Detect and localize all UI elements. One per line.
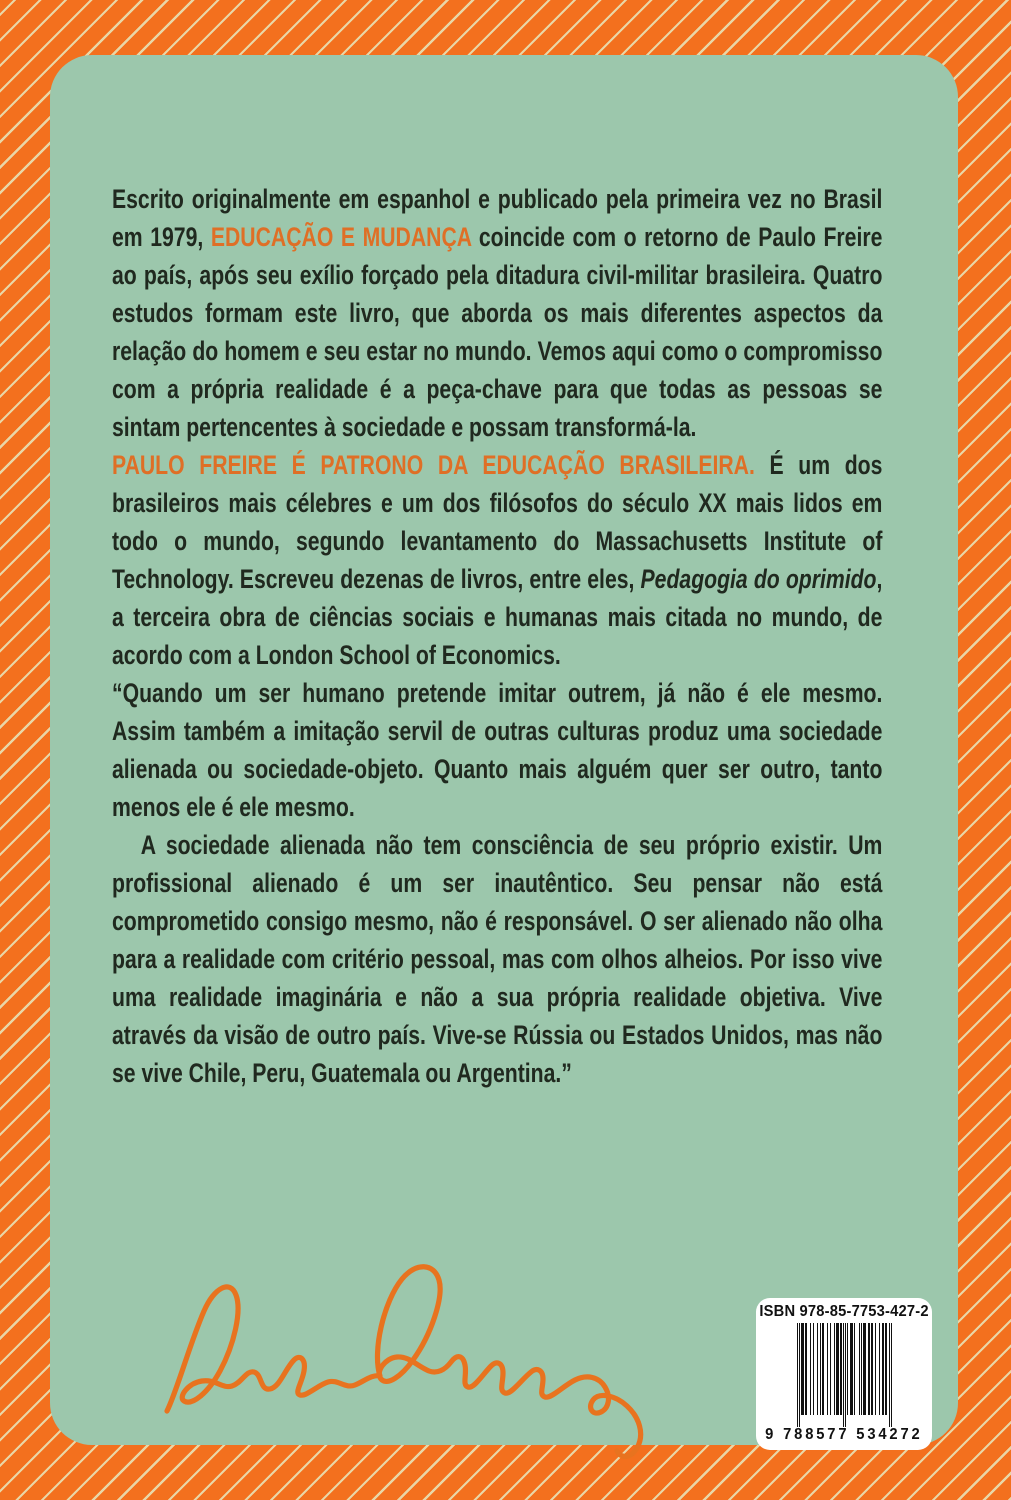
quote-paragraph-2: A sociedade alienada não tem consciência de seu próprio existir. Um profissional alienado é um ser inautêntico. Seu pensar não está comprometido consigo mesmo, não é responsável. O ser alienado não olha para a realidade com critério pessoal, mas com olhos alheios. Por isso vive uma realidade imaginária e não a sua própria realidade objetiva. Vive através da visão de outro país. Vive-se Rússia ou Estados Unidos, mas não se vive Chile, Peru, Guatemala ou Argentina.” [112,830,883,1088]
book-title-inline: EDUCAÇÃO E MUDANÇA [210,222,472,252]
blurb-1-lead: Escrito originalmente em espanhol e publicado pela primeira vez no Brasil em 1979, [112,184,883,252]
blurb-1-rest: coincide com o retorno de Paulo Freire ao país, após seu exílio forçado pela ditadura civil-militar brasileira. Quatro estudos formam este livro, que aborda os mais diferentes aspectos da relação do homem e seu estar no mundo. Vemos aqui como o compromisso com a própria realidade é a peça-chave para que todas as pessoas se sintam pertencentes à sociedade e possam transformá-la. [112,222,883,442]
blurb-2-rest: , a terceira obra de ciências sociais e humanas mais citada no mundo, de acordo com a London School of Economics. [112,564,883,670]
barcode-digits: 9 788577 534272 [765,1426,923,1443]
cited-book-title: Pedagogia do oprimido [640,564,877,594]
back-cover-panel [50,55,958,1445]
blurb-2-mid: É um dos brasileiros mais célebres e um dos filósofos do século XX mais lidos em todo o mundo, segundo levantamento do Massachusetts Institute of Technology. Escreveu dezenas de livros, entre eles, [112,450,883,594]
isbn-label: ISBN 978-85-7753-427-2 [759,1303,929,1320]
barcode-box [756,1298,932,1450]
blurb-text-column [112,180,882,1092]
ean-barcode-icon [767,1323,922,1427]
blurb-paragraph-2 [112,446,882,674]
quote-paragraph-1: “Quando um ser humano pretende imitar outrem, já não é ele mesmo. Assim também a imitação servil de outras culturas produz uma sociedade alienada ou sociedade-objeto. Quanto mais alguém quer ser outro, tanto menos ele é ele mesmo. [112,678,883,822]
patron-lead: PAULO FREIRE É PATRONO DA EDUCAÇÃO BRASILEIRA. [112,450,755,480]
paulo-freire-signature [142,1243,687,1468]
blurb-paragraph-1 [112,180,882,446]
